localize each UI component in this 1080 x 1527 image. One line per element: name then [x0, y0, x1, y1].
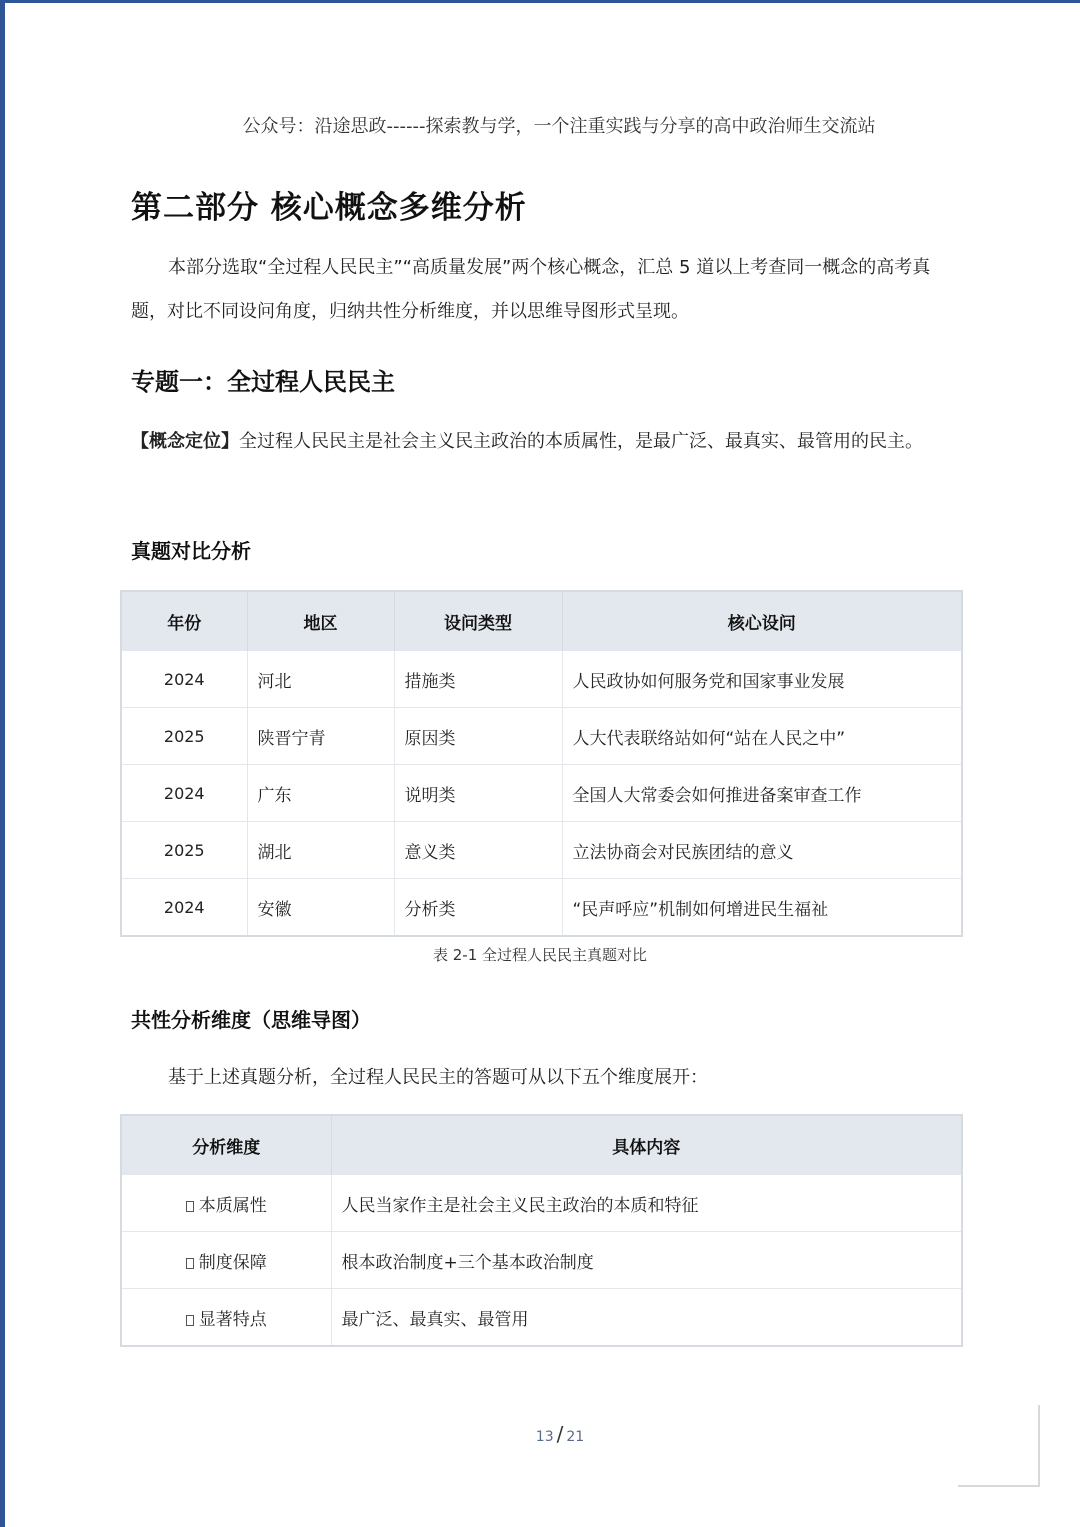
cell-dimension [121, 1232, 331, 1289]
top-border-rule [0, 0, 1080, 3]
dimension-label: 制度保障 [198, 1252, 267, 1273]
dimensions-heading: 共性分析维度（思维导图） [131, 1008, 371, 1032]
cell-core-question: 人民政协如何服务党和国家事业发展 [562, 651, 962, 708]
cell-region: 湖北 [247, 822, 394, 879]
concept-definition [131, 420, 943, 464]
missing-glyph-icon [186, 1258, 194, 1269]
corner-mark [958, 1405, 1040, 1487]
table-header-row [121, 1115, 962, 1175]
dimensions-table [120, 1114, 963, 1347]
cell-year: 2024 [121, 765, 247, 822]
cell-core-question: 人大代表联络站如何“站在人民之中” [562, 708, 962, 765]
missing-glyph-icon [186, 1315, 194, 1326]
part-title: 第二部分 核心概念多维分析 [131, 190, 527, 226]
table-row [121, 1232, 962, 1289]
cell-region: 广东 [247, 765, 394, 822]
cell-year: 2025 [121, 822, 247, 879]
header-dimension: 分析维度 [121, 1115, 331, 1175]
header-year: 年份 [121, 591, 247, 651]
page-separator: / [556, 1422, 564, 1446]
cell-question-type: 意义类 [394, 822, 562, 879]
cell-content: 根本政治制度+三个基本政治制度 [331, 1232, 962, 1289]
intro-paragraph: 本部分选取“全过程人民民主”“高质量发展”两个核心概念，汇总 5 道以上考查同一概念的高考真题，对比不同设问角度，归纳共性分析维度，并以思维导图形式呈现。 [131, 257, 931, 322]
table-header-row [121, 591, 962, 651]
page-current: 13 [535, 1429, 554, 1445]
table-row [121, 765, 962, 822]
cell-year: 2025 [121, 708, 247, 765]
header-region: 地区 [247, 591, 394, 651]
cell-year: 2024 [121, 879, 247, 937]
cell-core-question: “民声呼应”机制如何增进民生福祉 [562, 879, 962, 937]
concept-tag: 【概念定位】 [131, 431, 239, 452]
left-border-rule [0, 0, 5, 1527]
cell-region: 安徽 [247, 879, 394, 937]
missing-glyph-icon [186, 1201, 194, 1212]
cell-dimension [121, 1175, 331, 1232]
table-row [121, 879, 962, 937]
comparison-table [120, 590, 963, 937]
dimensions-lead: 基于上述真题分析，全过程人民民主的答题可从以下五个维度展开： [168, 1067, 708, 1088]
cell-question-type: 分析类 [394, 879, 562, 937]
table-row [121, 651, 962, 708]
dimension-label: 显著特点 [198, 1309, 267, 1330]
table-row [121, 1289, 962, 1347]
header-content: 具体内容 [331, 1115, 962, 1175]
cell-region: 陕晋宁青 [247, 708, 394, 765]
dimension-label: 本质属性 [198, 1195, 267, 1216]
topic-title: 专题一：全过程人民民主 [131, 368, 395, 396]
header-question-type: 设问类型 [394, 591, 562, 651]
header-core-question: 核心设问 [562, 591, 962, 651]
table-row [121, 822, 962, 879]
table-row [121, 1175, 962, 1232]
table-row [121, 708, 962, 765]
cell-content: 最广泛、最真实、最管用 [331, 1289, 962, 1347]
comparison-heading: 真题对比分析 [131, 539, 251, 563]
page-total: 21 [566, 1429, 585, 1445]
cell-question-type: 措施类 [394, 651, 562, 708]
cell-year: 2024 [121, 651, 247, 708]
cell-core-question: 全国人大常委会如何推进备案审查工作 [562, 765, 962, 822]
cell-question-type: 原因类 [394, 708, 562, 765]
header-note: 公众号：沿途思政------探索教与学，一个注重实践与分享的高中政治师生交流站 [242, 116, 876, 137]
cell-region: 河北 [247, 651, 394, 708]
cell-question-type: 说明类 [394, 765, 562, 822]
cell-content: 人民当家作主是社会主义民主政治的本质和特征 [331, 1175, 962, 1232]
table-caption: 表 2-1 全过程人民民主真题对比 [432, 946, 648, 964]
page-number [510, 1422, 610, 1446]
cell-dimension [121, 1289, 331, 1347]
concept-text: 全过程人民民主是社会主义民主政治的本质属性，是最广泛、最真实、最管用的民主。 [239, 431, 923, 452]
cell-core-question: 立法协商会对民族团结的意义 [562, 822, 962, 879]
